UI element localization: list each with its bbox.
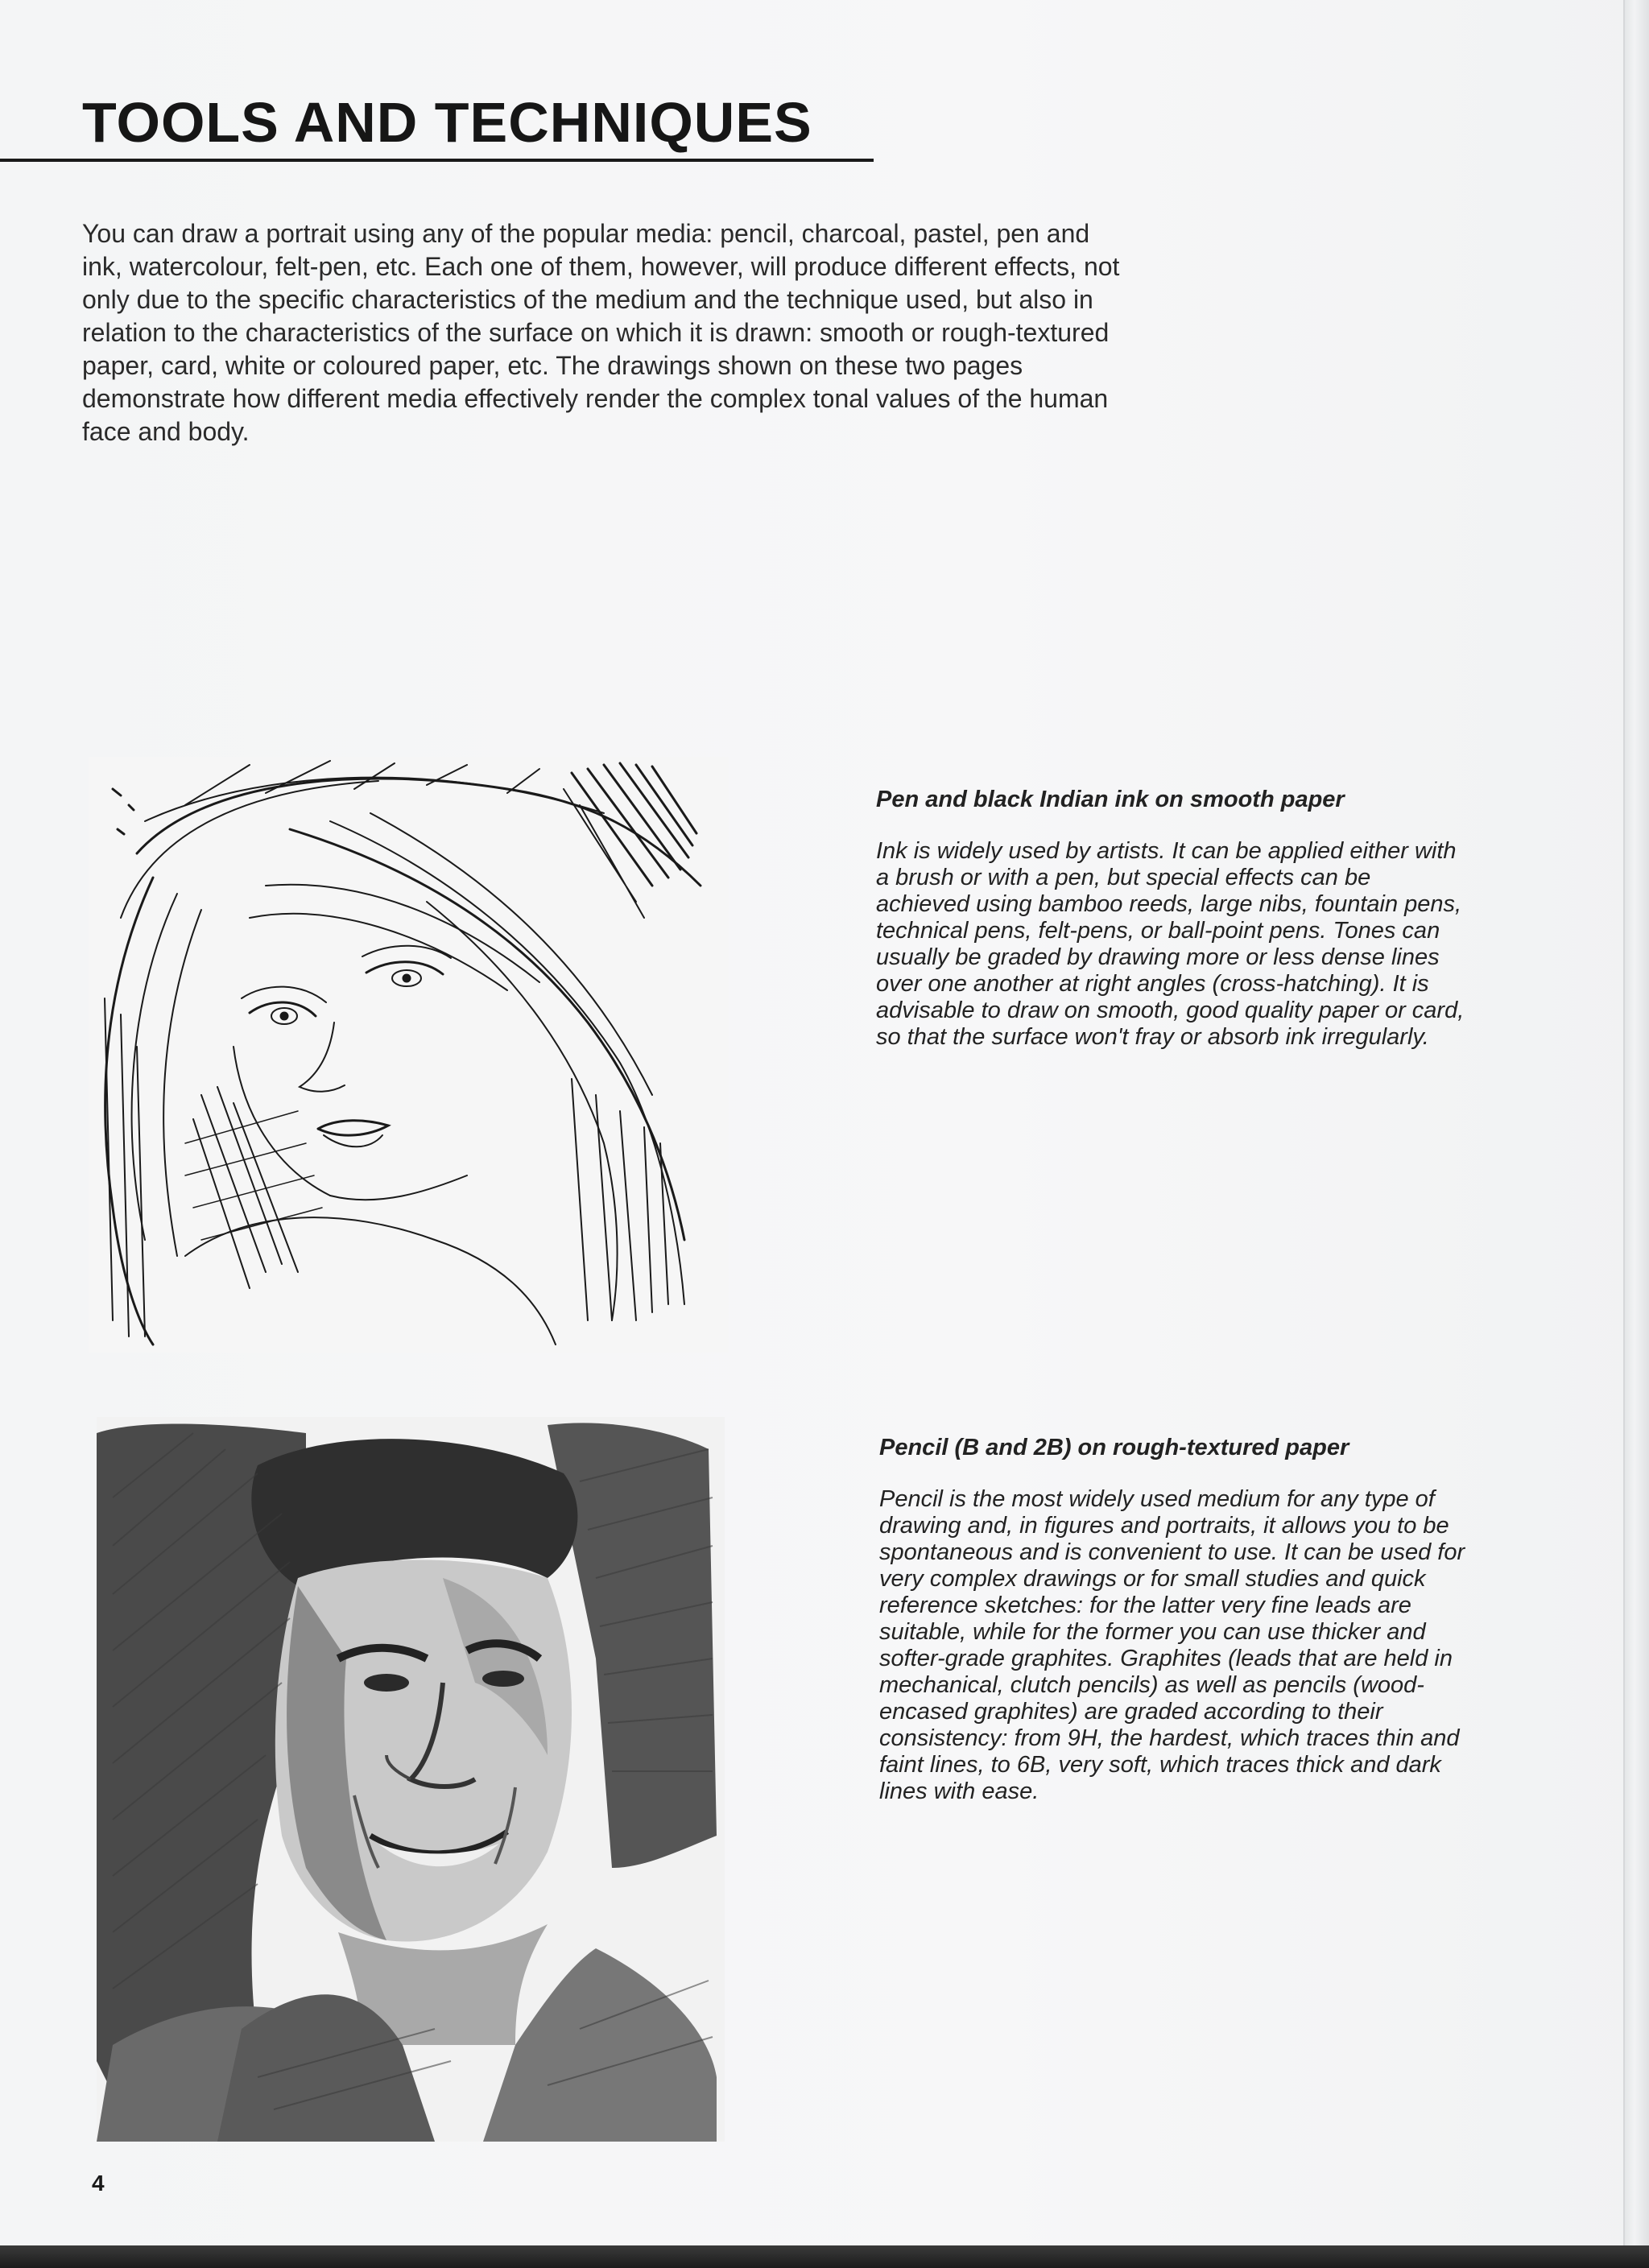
pencil-caption-heading: Pencil (B and 2B) on rough-textured paper	[879, 1435, 1349, 1460]
page-number: 4	[92, 2171, 105, 2196]
intro-paragraph: You can draw a portrait using any of the popular media: pencil, charcoal, pastel, pen and ink, watercolour, felt-pen, etc. Each one of them, however, will produce different effects, not only due to the specific characteristics of the medium and the technique used, but also in relation to the characteristics of the surface on which it is drawn: smooth or rough-textured paper, card, white or coloured paper, etc. The drawings shown on these two pages demonstrate how different media effectively render the complex tonal values of the human face and body.	[82, 219, 1120, 446]
ink-caption-body: Ink is widely used by artists. It can be applied either with a brush or with a pen, but special effects can be achieved using bamboo reeds, large nibs, fountain pens, technical pens, felt-pens, or ball-point pens. Tones can usually be graded by drawing more or less dense lines over one another at right angles (cross-hatching). It is advisable to draw on smooth, good quality paper or card, so that the surface won't fray or absorb ink irregularly.	[876, 838, 1465, 1050]
title-rule	[0, 159, 874, 162]
page-edge-right	[1623, 0, 1649, 2246]
ink-caption	[876, 785, 1468, 1051]
page-edge-bottom	[0, 2245, 1649, 2268]
pencil-portrait-illustration	[97, 1417, 725, 2142]
pencil-caption-body: Pencil is the most widely used medium for any type of drawing and, in figures and portraits, it allows you to be spontaneous and is convenient to use. It can be used for very complex drawings or for small studies and quick reference sketches: for the latter very fine leads are suitable, while for the former you can use thicker and softer-grade graphites. Graphites (leads that are held in mechanical, clutch pencils) as well as pencils (wood-encased graphites) are graded according to their consistency: from 9H, the hardest, which traces thin and faint lines, to 6B, very soft, which traces thick and dark lines with ease.	[879, 1486, 1465, 1804]
ink-caption-heading: Pen and black Indian ink on smooth paper	[876, 787, 1345, 812]
page-title: TOOLS AND TECHNIQUES	[82, 91, 812, 154]
ink-portrait-illustration	[89, 757, 729, 1353]
pencil-caption	[879, 1433, 1471, 1805]
